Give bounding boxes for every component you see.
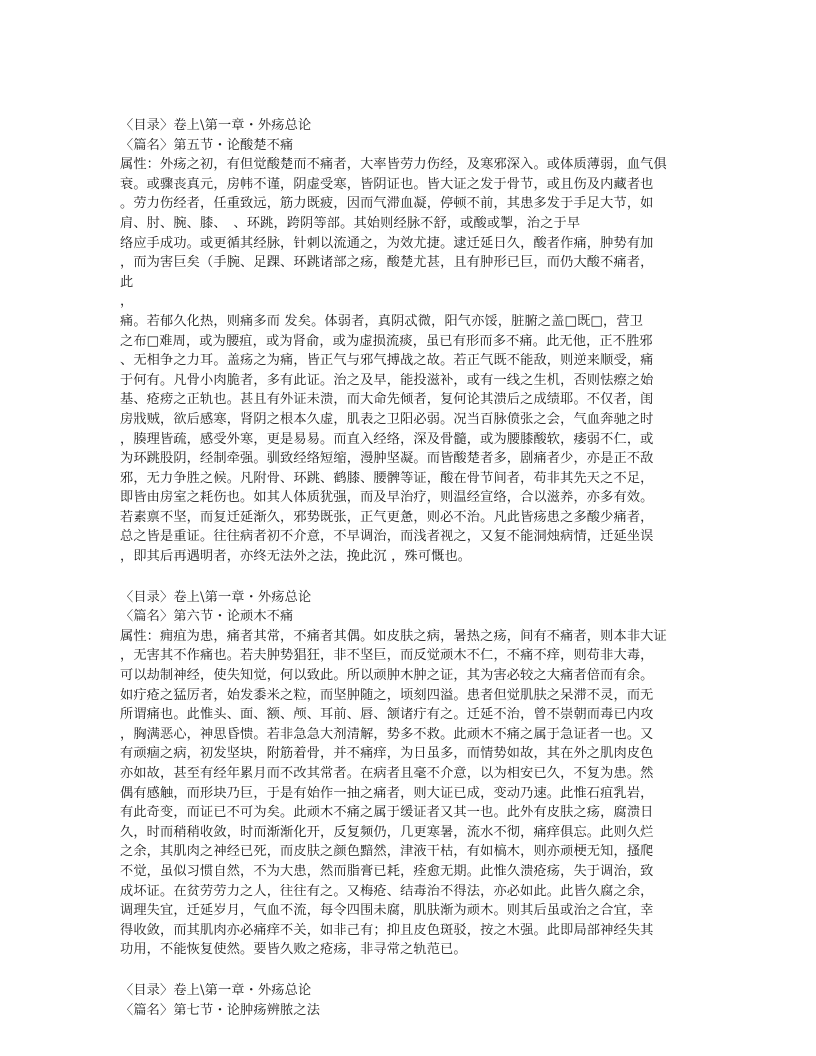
text-line: 房戕贼，欲后感寒，肾阴之根本久虚，肌表之卫阳必弱。况当百脉偾张之会，气血奔驰之时	[120, 411, 654, 427]
text-line: 偶有感触，而形块乃巨，于是有始作一抽之痛者，则大证已成，变动乃速。此惟石疽乳岩，	[120, 785, 654, 801]
text-line: 络应手成功。或更循其经脉，针刺以流通之，为效尤捷。逮迁延日久，酸者作痛，肿势有加	[120, 235, 654, 251]
text-line: 于何有。凡骨小肉脆者，多有此证。治之及早，能投滋补，或有一线之生机，否则怯瘵之始	[120, 372, 654, 388]
section-title: 〈篇名〉第六节・论顽木不痛	[120, 609, 294, 625]
text-line: 邪，无力争胜之候。凡附骨、环跳、鹤膝、腰髀等证，酸在骨节间者，苟非其先天之不足，	[120, 470, 654, 486]
toc-path: 〈目录〉卷上\第一章・外疡总论	[120, 589, 312, 605]
text-line: 所谓痛也。此惟头、面、额、颅、耳前、唇、颔诸疔有之。迁延不治，曾不崇朝而毒已内攻	[120, 707, 654, 723]
text-line: 基、疮痨之正轨也。甚且有外证未溃，而大命先倾者，复何论其溃后之成绩耶。不仅者，闺	[120, 392, 654, 408]
text-line: ，而为害巨矣（手腕、足踝、环跳诸部之疡，酸楚尤甚，且有肿形已巨，而仍大酸不痛者，	[120, 255, 654, 271]
text-line: 功用，不能恢复使然。要皆久败之疮疡，非寻常之轨范已。	[120, 942, 467, 958]
text-line: 若素禀不坚，而复迁延渐久，邪势既张，正气更惫，则必不治。凡此皆疡患之多酸少痛者，	[120, 509, 654, 525]
toc-path: 〈目录〉卷上\第一章・外疡总论	[120, 982, 312, 998]
section-title: 〈篇名〉第七节・论肿疡辨脓之法	[120, 1002, 321, 1018]
text-line: 得收敛，而其肌肉亦必痛痒不关，如非己有；抑且皮色斑驳，按之木强。此即局部神经失其	[120, 922, 654, 938]
text-line: 之布□难周，或为腰疽，或为肾俞，或为虚损流痰，虽已有形而多不痛。此无他，正不胜邪	[120, 333, 653, 349]
text-line: 痛。若郁久化热，则痛多而 发矣。体弱者，真阴忒微，阳气亦馁，脏腑之盖□既□，营卫	[120, 313, 644, 329]
text-line: 属性：外疡之初，有但觉酸楚而不痛者，大率皆劳力伤经，及寒邪深入。或体质薄弱，血气俱	[120, 157, 667, 173]
section-gap	[120, 960, 696, 981]
section-6	[120, 588, 696, 960]
text-line: 有顽痼之病，初发坚块，附筋着骨，并不痛痒，为日虽多，而情势如故，其在外之肌肉皮色	[120, 746, 654, 762]
text-line: 此	[120, 274, 134, 290]
text-line: 久，时而稍稍收敛，时而渐渐化开，反复频仍，几更寒暑，流水不彻，痛痒俱忘。此则久烂	[120, 824, 654, 840]
text-line: 。劳力伤经者，任重致远，筋力既疲，因而气滞血凝，停顿不前，其患多发于手足大节，如	[120, 196, 654, 212]
toc-path: 〈目录〉卷上\第一章・外疡总论	[120, 118, 312, 133]
text-line: ，腠理皆疏，感受外寒，更是易易。而直入经络，深及骨髓，或为腰膝酸软，痿弱不仁，或	[120, 431, 654, 447]
text-line: ，无害其不作痛也。若夫肿势猖狂，非不坚巨，而反觉顽木不仁，不痛不痒，则苟非大毒，	[120, 648, 654, 664]
section-5	[120, 116, 696, 567]
text-line: 如疔疮之猛厉者，始发黍米之粒，而坚肿随之，顷刻四溢。患者但觉肌肤之呆滞不灵，而无	[120, 687, 654, 703]
text-line: 总之皆是重证。往往病者初不介意，不早调治，而浅者视之，又复不能洞烛病情，迁延坐误	[120, 529, 654, 545]
text-line: 为环跳股阴，经制牵强。驯致经络短缩，漫肿坚凝。而皆酸楚者多，剧痛者少，亦是正不敌	[120, 451, 654, 467]
text-line: 、无相争之力耳。盖疡之为痛，皆正气与邪气搏战之故。若正气既不能敌，则逆来顺受，痛	[120, 353, 654, 369]
document-page	[120, 116, 696, 1020]
text-line: ，胸满恶心，神思昏愦。若非急急大剂清解，势多不救。此顽木不痛之属于急证者一也。又	[120, 726, 654, 742]
section-title: 〈篇名〉第五节・论酸楚不痛	[120, 137, 294, 153]
text-line: 衰。或骤丧真元，房帏不谨，阴虚受寒，皆阴证也。皆大证之发于骨节，或且伤及内藏者也	[120, 176, 654, 192]
text-line: 成坏证。在贫劳劳力之人，往往有之。又梅疮、结毒治不得法，亦必如此。此皆久腐之余，	[120, 883, 654, 899]
text-line: 亦如故，甚至有经年累月而不改其常者。在病者且毫不介意，以为相安已久，不复为患。然	[120, 766, 654, 781]
text-line: 属性：痈疽为患，痛者其常，不痛者其偶。如皮肤之病，暑热之疡，间有不痛者，则本非大证	[120, 628, 667, 644]
section-gap	[120, 567, 696, 588]
text-line: ，	[120, 294, 134, 310]
section-7	[120, 981, 696, 1020]
text-line: 之余，其肌肉之神经已死，而皮肤之颜色黯然，津液干枯，有如槁木，则亦顽梗无知，搔爬	[120, 844, 654, 860]
text-line: 可以劫制神经，使失知觉，何以致此。所以顽肿木肿之证，其为害必较之大痛者倍而有余。	[120, 668, 654, 684]
text-line: 不觉，虽似习惯自然，不为大患，然而脂膏已耗，痊愈无期。此惟久溃疮疡，失于调治，致	[120, 863, 654, 879]
text-line: 即皆由房室之耗伤也。如其人体质犹强，而及早治疗，则温经宣络，合以滋养，亦多有效。	[120, 490, 654, 506]
text-line: ，即其后再遇明者，亦终无法外之法，挽此沉 ，殊可慨也。	[120, 549, 472, 565]
text-line: 肩、肘、腕、膝、 、环跳，跨阴等部。其始则经脉不舒，或酸或掣，治之于早	[120, 215, 581, 231]
text-line: 有此奇变，而证已不可为矣。此顽木不痛之属于缓证者又其一也。此外有皮肤之疡，腐溃日	[120, 805, 654, 821]
text-line: 调理失宜，迁延岁月，气血不流，每令四围未腐，肌肤渐为顽木。则其后虽或治之合宜，幸	[120, 903, 654, 919]
